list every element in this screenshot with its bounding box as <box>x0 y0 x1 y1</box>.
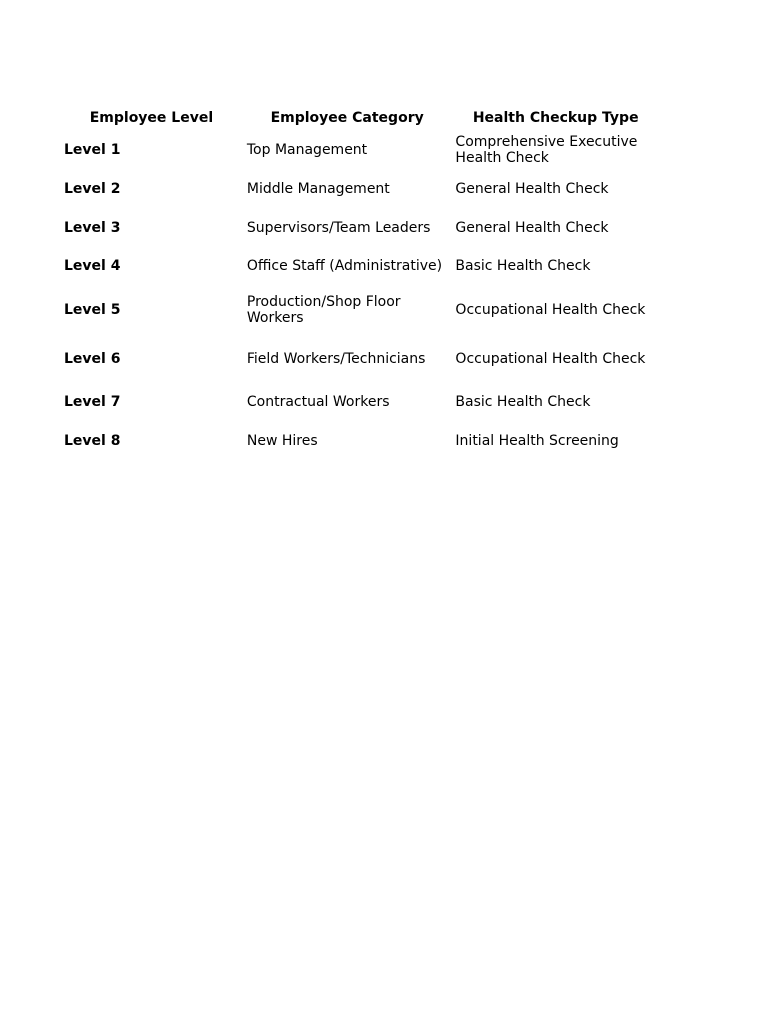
employee-category-cell: New Hires <box>246 432 318 449</box>
employee-category-cell: Top Management <box>246 141 368 158</box>
health-checkup-cell: Comprehensive Executive Health Check <box>455 133 638 166</box>
health-checkup-cell: General Health Check <box>455 219 609 236</box>
employee-category-cell: Field Workers/Technicians <box>246 350 426 367</box>
employee-level-cell: Level 7 <box>64 394 121 410</box>
employee-category-cell: Office Staff (Administrative) <box>246 258 443 274</box>
header-employee-level: Employee Level <box>89 110 214 126</box>
table-row <box>60 169 660 208</box>
health-checkup-cell: General Health Check <box>455 180 609 197</box>
health-checkup-table <box>60 106 660 460</box>
health-checkup-cell: Basic Health Check <box>455 394 591 410</box>
employee-level-cell: Level 2 <box>64 180 121 197</box>
employee-level-cell: Level 5 <box>64 301 121 318</box>
health-checkup-cell: Occupational Health Check <box>455 301 646 318</box>
employee-level-cell: Level 4 <box>64 258 121 274</box>
employee-category-cell: Production/Shop Floor Workers <box>246 293 401 326</box>
employee-level-cell: Level 3 <box>64 219 121 236</box>
health-checkup-cell: Occupational Health Check <box>455 350 646 367</box>
table-row <box>60 334 660 383</box>
table-row <box>60 208 660 247</box>
employee-category-cell: Contractual Workers <box>246 394 390 410</box>
table-row <box>60 421 660 460</box>
table-row <box>60 285 660 334</box>
employee-category-cell: Supervisors/Team Leaders <box>246 219 431 236</box>
employee-category-cell: Middle Management <box>246 180 390 197</box>
header-health-checkup-type: Health Checkup Type <box>472 110 639 126</box>
employee-level-cell: Level 6 <box>64 350 121 367</box>
table-header-row <box>60 106 660 130</box>
table-row <box>60 130 660 169</box>
table-row <box>60 383 660 421</box>
employee-level-cell: Level 1 <box>64 141 121 158</box>
table-row <box>60 247 660 285</box>
health-checkup-cell: Initial Health Screening <box>455 432 619 449</box>
employee-level-cell: Level 8 <box>64 432 121 449</box>
header-employee-category: Employee Category <box>270 110 424 126</box>
health-checkup-cell: Basic Health Check <box>455 258 591 274</box>
